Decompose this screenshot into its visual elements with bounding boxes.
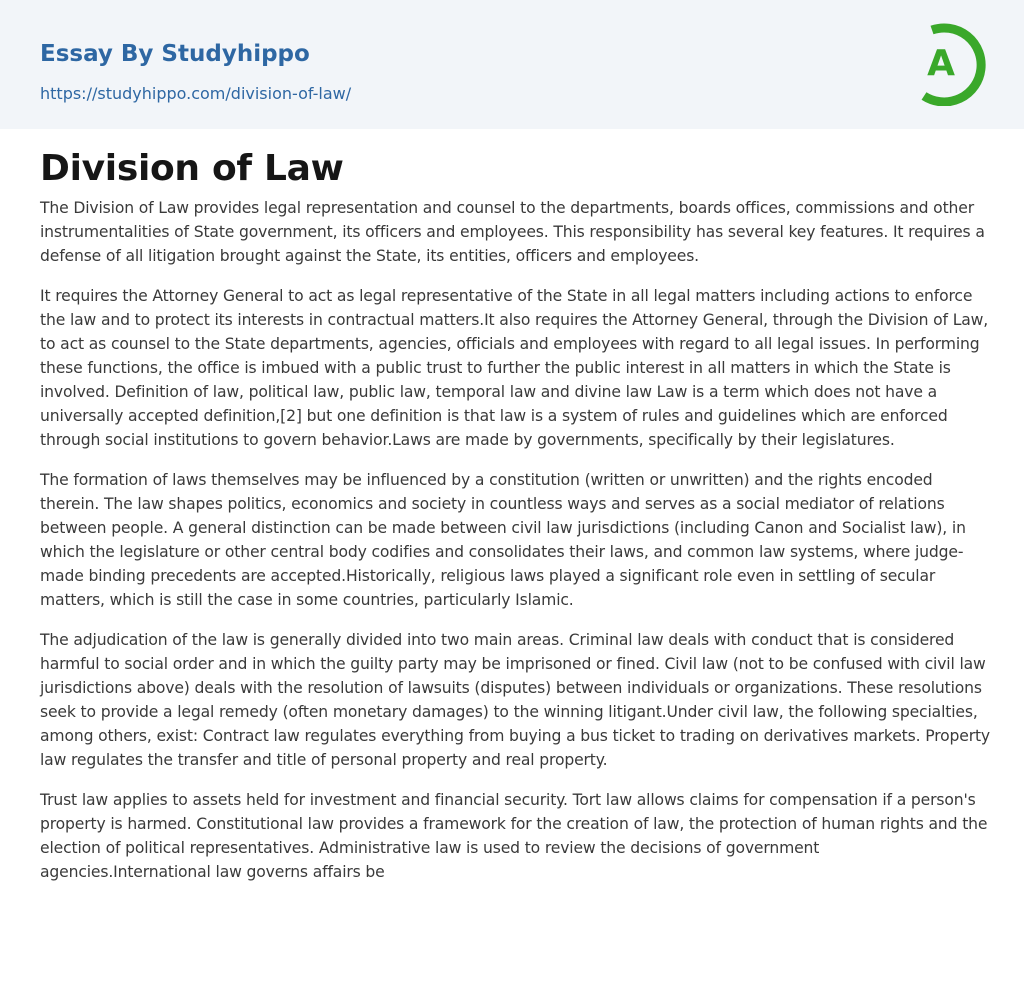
studyhippo-logo-icon[interactable]	[908, 18, 988, 106]
logo-letter: A	[927, 43, 955, 84]
paragraph: It requires the Attorney General to act as legal representative of the State in all legal matters including actions to enforce the law and to protect its interests in contractual matters.It also requires the Attorney General, through the Division of Law, to act as counsel to the State departments, agencies, officials and employees with regard to all legal issues. In performing these functions, the office is imbued with a public trust to further the public interest in all matters in which the State is involved. Definition of law, political law, public law, temporal law and divine law Law is a term which does not have a universally accepted definition,[2] but one definition is that law is a system of rules and guidelines which are enforced through social institutions to govern behavior.Laws are made by governments, specifically by their legislatures.	[40, 287, 989, 449]
paragraph: Trust law applies to assets held for investment and financial security. Tort law allows claims for compensation if a person's property is harmed. Constitutional law provides a framework for the creation of law, the protection of human rights and the election of political representatives. Administrative law is used to review the decisions of government agencies.International law governs affairs be	[40, 791, 988, 881]
paragraph: The formation of laws themselves may be influenced by a constitution (written or unwritten) and the rights encoded therein. The law shapes politics, economics and society in countless ways and serves as a social mediator of relations between people. A general distinction can be made between civil law jurisdictions (including Canon and Socialist law), in which the legislature or other central body codifies and consolidates their laws, and common law systems, where judge-made binding precedents are accepted.Historically, religious laws played a significant role even in settling of secular matters, which is still the case in some countries, particularly Islamic.	[40, 471, 966, 609]
page-url-link[interactable]: https://studyhippo.com/division-of-law/	[40, 84, 352, 103]
paragraph: The Division of Law provides legal representation and counsel to the departments, boards offices, commissions and other instrumentalities of State government, its officers and employees. This responsibility has several key features. It requires a defense of all litigation brought against the State, its entities, officers and employees.	[40, 199, 985, 265]
site-header	[0, 0, 1024, 129]
paragraph: The adjudication of the law is generally divided into two main areas. Criminal law deals with conduct that is considered harmful to social order and in which the guilty party may be imprisoned or fined. Civil law (not to be confused with civil law jurisdictions above) deals with the resolution of lawsuits (disputes) between individuals or organizations. These resolutions seek to provide a legal remedy (often monetary damages) to the winning litigant.Under civil law, the following specialties, among others, exist: Contract law regulates everything from buying a bus ticket to trading on derivatives markets. Property law regulates the transfer and title of personal property and real property.	[40, 631, 990, 769]
article	[40, 146, 990, 900]
page-title: Division of Law	[40, 148, 344, 189]
site-brand[interactable]: Essay By Studyhippo	[40, 41, 310, 67]
